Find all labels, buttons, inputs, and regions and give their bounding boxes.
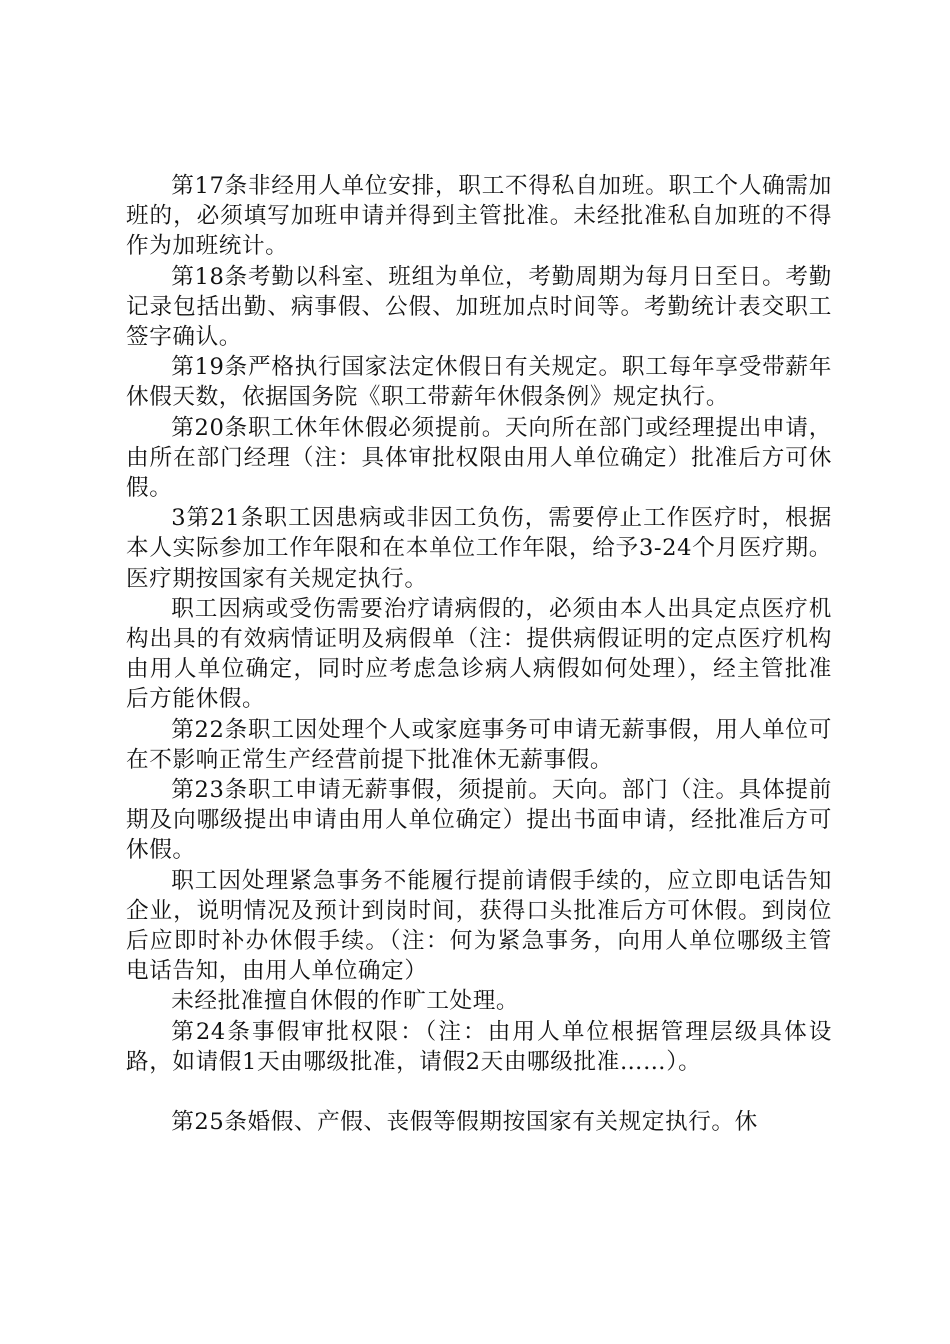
article-23: 第23条职工申请无薪事假，须提前。天向。部门（注。具体提前期及向哪级提出申请由用人单位确定）提出书面申请，经批准后方可休假。 — [126, 777, 832, 864]
article-21: 3第21条职工因患病或非因工负伤，需要停止工作医疗时，根据本人实际参加工作年限和在本单位工作年限，给予3-24个月医疗期。医疗期按国家有关规定执行。 — [126, 505, 832, 592]
article-20: 第20条职工休年休假必须提前。天向所在部门或经理提出申请，由所在部门经理（注：具体审批权限由用人单位确定）批准后方可休假。 — [126, 414, 832, 502]
article-24: 第24条事假审批权限：（注：由用人单位根据管理层级具体设路，如请假1天由哪级批准，请假2天由哪级批准……）。 — [126, 1018, 832, 1075]
document-body — [126, 171, 832, 1137]
article-19: 第19条严格执行国家法定休假日有关规定。职工每年享受带薪年休假天数，依据国务院《职工带薪年休假条例》规定执行。 — [126, 354, 832, 411]
article-25: 第25条婚假、产假、丧假等假期按国家有关规定执行。休 — [171, 1109, 758, 1136]
article-18: 第18条考勤以科室、班组为单位，考勤周期为每月日至日。考勤记录包括出勤、病事假、公假、加班加点时间等。考勤统计表交职工签字确认。 — [126, 263, 832, 351]
article-22: 第22条职工因处理个人或家庭事务可申请无薪事假，用人单位可在不影响正常生产经营前提下批准休无薪事假。 — [126, 716, 832, 773]
sick-leave-paragraph: 职工因病或受伤需要治疗请病假的，必须由本人出具定点医疗机构出具的有效病情证明及病假单（注：提供病假证明的定点医疗机构由用人单位确定，同时应考虑急诊病人病假如何处理），经主管批准后方能休假。 — [126, 595, 832, 713]
article-17: 第17条非经用人单位安排，职工不得私自加班。职工个人确需加班的，必须填写加班申请并得到主管批准。未经批准私自加班的不得作为加班统计。 — [126, 173, 832, 260]
emergency-leave-paragraph: 职工因处理紧急事务不能履行提前请假手续的，应立即电话告知企业，说明情况及预计到岗时间，获得口头批准后方可休假。到岗位后应即时补办休假手续。（注：何为紧急事务，向用人单位哪级主管电话告知，由用人单位确定） — [126, 867, 832, 985]
unauthorized-leave-paragraph: 未经批准擅自休假的作旷工处理。 — [171, 988, 520, 1015]
